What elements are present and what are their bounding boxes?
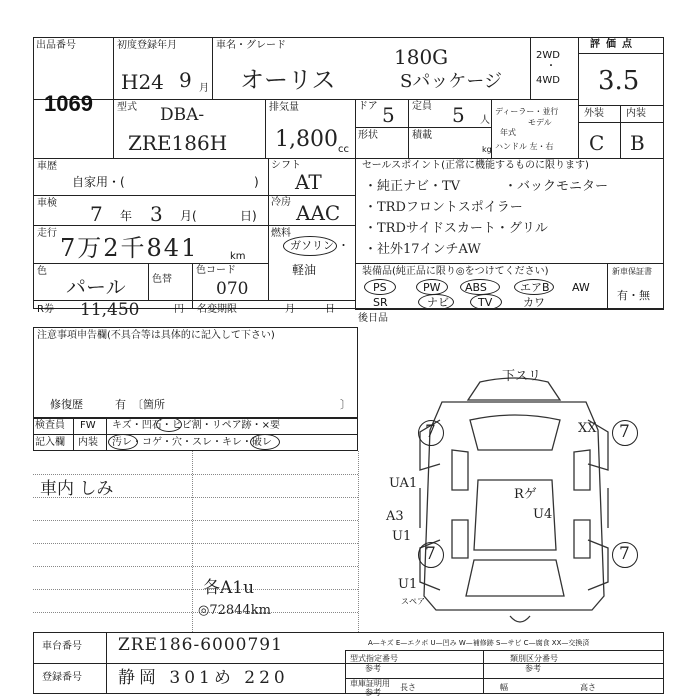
lot-label: 出品番号 bbox=[36, 40, 76, 51]
inspection-year-unit: 年 bbox=[120, 209, 133, 223]
fuel-gasoline: ガソリン bbox=[290, 239, 334, 252]
grade-line-2: Sパッケージ bbox=[400, 71, 502, 92]
circle-dirt bbox=[108, 434, 138, 450]
plate-label: 登録番号 bbox=[42, 672, 82, 683]
cc-unit: cc bbox=[338, 144, 349, 155]
inspection-label: 車検 bbox=[37, 198, 57, 209]
recycle-day: 日 bbox=[325, 304, 335, 315]
drive-dot: ・ bbox=[546, 61, 556, 72]
equip-sr: SR bbox=[373, 296, 388, 309]
int-label: 内装 bbox=[626, 108, 646, 119]
doors: 5 bbox=[382, 103, 395, 127]
car-name: オーリス bbox=[240, 66, 336, 94]
spare-label: スペア bbox=[401, 597, 425, 606]
shape-label: 形状 bbox=[358, 130, 378, 141]
circle-navi bbox=[418, 294, 454, 310]
ref-2: 参考 bbox=[525, 664, 541, 673]
memo-1: 車内 しみ bbox=[40, 479, 114, 499]
model-prefix: DBA- bbox=[160, 105, 205, 125]
handle-label: ハンドル 左・右 bbox=[495, 142, 554, 151]
sales-title: セールスポイント(正常に機能するものに限ります) bbox=[362, 160, 589, 171]
tire-value-rr: 7 bbox=[619, 544, 630, 564]
sales-point-1: ・純正ナビ・TV bbox=[364, 179, 461, 194]
chassis-label: 車台番号 bbox=[42, 641, 82, 652]
length-label: 長さ bbox=[400, 683, 416, 692]
mark-rge: Rゲ bbox=[514, 487, 537, 502]
fuel-label: 燃料 bbox=[271, 228, 291, 239]
drive-2wd: 2WD bbox=[536, 50, 560, 61]
entry-label: 記入欄 bbox=[35, 437, 65, 448]
mileage-unit: km bbox=[230, 251, 246, 262]
fuel-diesel: 軽油 bbox=[292, 263, 317, 277]
ref-1: 参考 bbox=[365, 664, 381, 673]
mark-a3: A3 bbox=[386, 509, 404, 524]
chassis-number: ZRE186-6000791 bbox=[118, 635, 283, 655]
reg-label: 初度登録年月 bbox=[117, 40, 177, 51]
model-code: ZRE186H bbox=[128, 131, 228, 155]
mileage-value: 7万2千841 bbox=[60, 234, 199, 262]
damage-legend: A—キズ E—エクボ U—凹み W—補修跡 S—サビ C—腐食 XX—交換済 bbox=[368, 639, 590, 647]
load-label: 積載 bbox=[412, 130, 432, 141]
checker-fw: FW bbox=[80, 420, 96, 431]
ext-label: 外装 bbox=[584, 108, 604, 119]
inspection-month: 3 bbox=[150, 202, 163, 226]
fuel-dot: ・ bbox=[338, 239, 349, 252]
score: 3.5 bbox=[598, 66, 640, 96]
warranty-label: 新車保証書 bbox=[612, 267, 652, 276]
inspection-day-unit: 日) bbox=[240, 209, 257, 223]
history-close: ) bbox=[254, 175, 259, 189]
circle-dent bbox=[156, 417, 182, 432]
checker-interior: 内装 bbox=[78, 437, 98, 448]
equipment-title: 装備品(純正品に限り◎をつけてください) bbox=[362, 266, 549, 277]
ext-grade: C bbox=[589, 131, 605, 155]
sales-point-5: ・社外17インチAW bbox=[364, 242, 481, 257]
circle-pw bbox=[416, 279, 448, 295]
shift-label: シフト bbox=[271, 160, 301, 171]
recycle-amount: 11,450 bbox=[80, 300, 140, 320]
kg-unit: kg bbox=[482, 145, 492, 154]
equip-aw: AW bbox=[572, 281, 590, 294]
inspection-month-unit: 月( bbox=[180, 209, 197, 223]
equip-pw: PW bbox=[423, 281, 441, 294]
repair-close: 〕 bbox=[340, 398, 351, 411]
recycle-month: 月 bbox=[285, 304, 295, 315]
mark-top: 下スリ bbox=[502, 369, 542, 384]
model-word-label: モデル bbox=[528, 118, 552, 127]
equip-ps: PS bbox=[373, 281, 387, 294]
type-cert-label: 型式指定番号 bbox=[350, 654, 398, 663]
color-change-label: 色替 bbox=[152, 274, 172, 285]
grade-line-1: 180G bbox=[394, 45, 449, 69]
equip-navi: ナビ bbox=[427, 296, 449, 309]
mark-xx: XX bbox=[578, 421, 597, 436]
int-grade: B bbox=[630, 131, 645, 155]
plate-number: 静岡 301め 220 bbox=[118, 668, 289, 688]
name-label: 車名・グレード bbox=[216, 40, 286, 51]
person-unit: 人 bbox=[480, 115, 490, 126]
checker-label: 検査員 bbox=[35, 420, 65, 431]
post-label: 後日品 bbox=[358, 313, 388, 324]
checker-row-1: キズ・凹石・ヒビ割・リペア跡・×要 bbox=[112, 420, 280, 431]
circle-scuff bbox=[250, 434, 280, 450]
disp-label: 排気量 bbox=[269, 102, 299, 113]
year-model-label: 年式 bbox=[500, 128, 516, 137]
mark-ua1: UA1 bbox=[389, 476, 418, 491]
category-label: 類別区分番号 bbox=[510, 654, 558, 663]
sales-point-4: ・TRDサイドスカート・グリル bbox=[364, 221, 548, 236]
door-label: ドア bbox=[358, 101, 378, 112]
ac-label: 冷房 bbox=[271, 197, 291, 208]
repair-bracket: 〔箇所 bbox=[132, 398, 165, 411]
equip-tv: TV bbox=[478, 296, 493, 309]
capacity: 5 bbox=[452, 103, 465, 127]
circle-ps bbox=[364, 279, 396, 295]
repair-label: 修復歴 bbox=[50, 398, 83, 411]
recycle-expiry-label: 名変期限 bbox=[197, 304, 237, 315]
lot-number: 1069 bbox=[44, 91, 93, 116]
equip-leather: カワ bbox=[523, 296, 545, 309]
dealer-label: ディーラー・並行 bbox=[495, 107, 559, 116]
memo-2: 各A1u bbox=[203, 578, 255, 598]
color-code-label: 色コード bbox=[196, 265, 236, 276]
recycle-label: R券 bbox=[37, 304, 54, 315]
drive-4wd: 4WD bbox=[536, 75, 560, 86]
color-value: パール bbox=[66, 275, 126, 299]
tire-value-fr: 7 bbox=[619, 422, 630, 442]
color-code: 070 bbox=[216, 279, 249, 299]
mark-u1-b: U1 bbox=[398, 577, 418, 592]
sales-point-2: ・バックモニター bbox=[504, 179, 609, 194]
width-label: 幅 bbox=[500, 683, 508, 692]
model-label: 型式 bbox=[117, 102, 137, 113]
circle-abs bbox=[460, 279, 500, 295]
history-value: 自家用・( bbox=[72, 175, 125, 189]
recycle-yen: 円 bbox=[174, 304, 184, 315]
ac-value: AAC bbox=[296, 201, 341, 225]
mark-u4: U4 bbox=[533, 507, 553, 522]
displacement: 1,800 bbox=[275, 127, 338, 152]
height-label: 高さ bbox=[580, 683, 596, 692]
history-label: 車歴 bbox=[37, 161, 57, 172]
circle-airbag bbox=[514, 279, 554, 295]
reg-era: H24 bbox=[121, 70, 164, 94]
eval-label: 評価点 bbox=[590, 39, 638, 50]
inspection-year: 7 bbox=[90, 202, 103, 226]
notes-title: 注意事項申告欄(不具合等は具体的に記入して下さい) bbox=[37, 330, 275, 341]
equip-airbag: エアB bbox=[520, 281, 550, 294]
memo-3: ◎72844km bbox=[198, 603, 271, 618]
sales-point-3: ・TRDフロントスポイラー bbox=[364, 200, 523, 215]
reg-month-unit: 月 bbox=[199, 83, 209, 94]
checker-row-2: 汚レ・コゲ・穴・スレ・キレ・破レ bbox=[112, 437, 272, 448]
cap-label: 定員 bbox=[412, 101, 432, 112]
repair-have: 有 bbox=[115, 398, 126, 411]
tire-value-fl: 7 bbox=[425, 422, 436, 442]
color-label: 色 bbox=[37, 266, 47, 277]
reg-month: 9 bbox=[179, 68, 192, 92]
mileage-label: 走行 bbox=[37, 228, 57, 239]
shift-value: AT bbox=[295, 170, 322, 194]
circle-tv bbox=[470, 294, 502, 310]
cert-label: 車庫証明用 bbox=[350, 679, 390, 688]
ref-3: 参考 bbox=[365, 688, 381, 697]
tire-value-rl: 7 bbox=[425, 544, 436, 564]
mark-u1-a: U1 bbox=[392, 529, 412, 544]
equip-abs: ABS bbox=[465, 281, 487, 294]
warranty-value: 有・無 bbox=[617, 289, 650, 302]
